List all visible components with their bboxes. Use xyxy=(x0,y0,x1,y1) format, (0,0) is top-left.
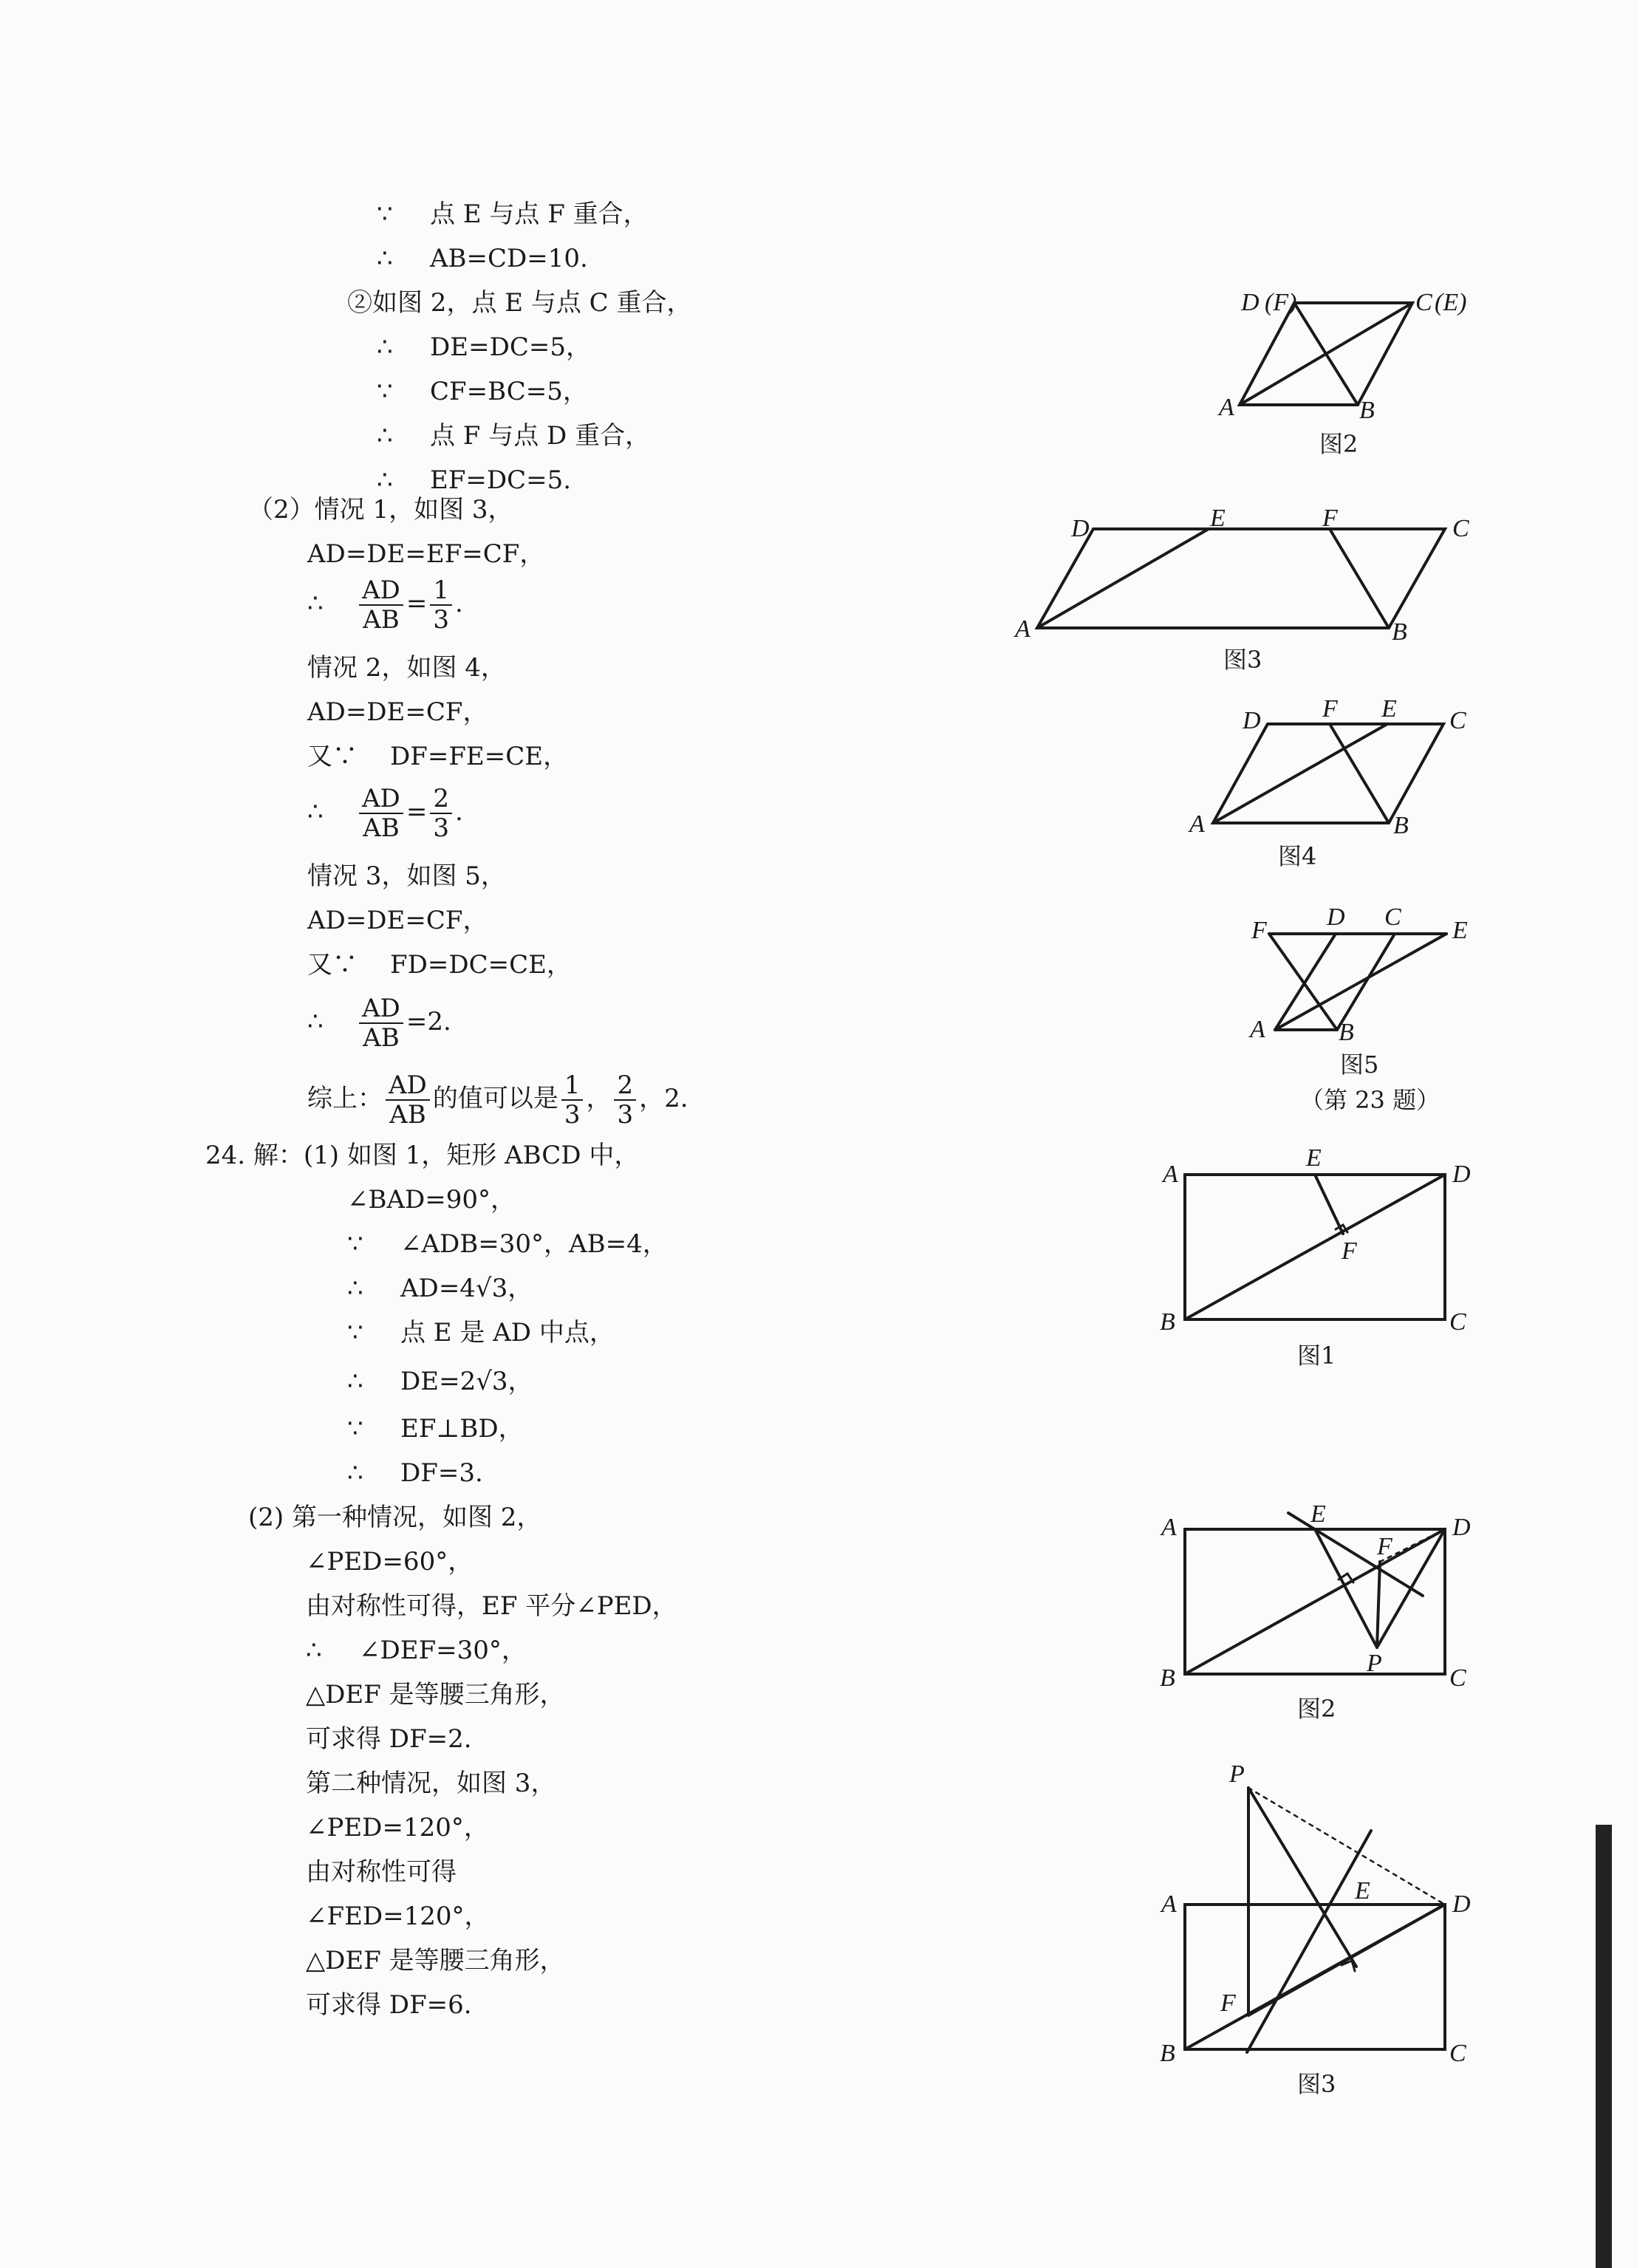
label: C xyxy=(1452,515,1469,542)
fig23-5-lines xyxy=(1269,934,1446,1030)
line: ②如图 2，点 E 与点 C 重合， xyxy=(347,288,692,318)
label: D xyxy=(1327,904,1345,931)
label: F xyxy=(1251,917,1267,944)
label: F xyxy=(1322,695,1338,723)
caption: 图1 xyxy=(1297,1342,1336,1370)
label: E xyxy=(1355,1877,1370,1905)
label: C xyxy=(1449,707,1466,734)
line: ∴ DE=2√3， xyxy=(347,1367,533,1396)
label: A xyxy=(1250,1016,1265,1043)
line: 情况 2，如图 4， xyxy=(307,653,506,683)
fraction: $\frac{AD}{AB}$ xyxy=(359,994,403,1052)
label: A xyxy=(1163,1161,1178,1188)
label: A xyxy=(1219,394,1234,421)
line: 又∵ FD=DC=CE， xyxy=(307,950,572,980)
fraction: $\frac{2}{3}$ xyxy=(614,1071,636,1129)
line: ∴ DE=DC=5， xyxy=(377,332,591,362)
line: ∵ ∠ADB=30°，AB=4， xyxy=(347,1229,668,1259)
label: E xyxy=(1310,1500,1326,1528)
line: AD=DE=EF=CF， xyxy=(307,539,545,569)
label: F xyxy=(1220,1989,1236,2017)
fraction: $\frac{2}{3}$ xyxy=(430,785,452,842)
fig23-2-lines xyxy=(1240,303,1412,405)
line: 由对称性可得，EF 平分∠PED， xyxy=(306,1591,677,1621)
line: 24. 解：(1) 如图 1，矩形 ABCD 中， xyxy=(205,1141,640,1170)
fig24-2-lines xyxy=(1185,1513,1445,1674)
line: ∠PED=60°， xyxy=(306,1547,474,1577)
label: C xyxy=(1449,1308,1466,1336)
line: △DEF 是等腰三角形， xyxy=(306,1680,565,1709)
line: 可求得 DF=6. xyxy=(306,1990,472,2020)
label: B xyxy=(1393,812,1409,839)
label: F xyxy=(1342,1237,1357,1265)
label: F xyxy=(1377,1533,1392,1560)
label: D xyxy=(1243,707,1261,734)
label: A xyxy=(1161,1890,1177,1918)
line: AD=DE=CF， xyxy=(307,906,488,935)
label: A xyxy=(1161,1514,1177,1541)
label: D xyxy=(1241,289,1260,316)
label: B xyxy=(1392,618,1407,646)
caption: 图5 xyxy=(1340,1051,1379,1079)
line: ∵ 点 E 是 AD 中点， xyxy=(347,1318,615,1348)
fraction-line: ∴ $\frac{AD}{AB}$ = $\frac{2}{3}$ . xyxy=(307,784,463,843)
label: E xyxy=(1381,695,1397,723)
line: ∠PED=120°， xyxy=(306,1813,489,1842)
label: B xyxy=(1359,397,1375,424)
caption: 图2 xyxy=(1319,430,1359,458)
label: P xyxy=(1229,1760,1245,1788)
line: ∴ AB=CD=10. xyxy=(377,244,588,273)
line: ∴ 点 F 与点 D 重合， xyxy=(377,421,651,451)
line: 情况 3，如图 5， xyxy=(307,861,506,891)
line: 又∵ DF=FE=CE， xyxy=(307,742,569,771)
label: A xyxy=(1015,615,1031,643)
label: C xyxy=(1384,904,1401,931)
label: D xyxy=(1452,1161,1471,1188)
label: D xyxy=(1452,1890,1471,1918)
fraction: $\frac{1}{3}$ xyxy=(430,576,452,634)
line: ∴ AD=4√3， xyxy=(347,1274,533,1303)
line: AD=DE=CF， xyxy=(307,697,488,727)
label: (F) xyxy=(1265,289,1297,316)
line: ∴ ∠DEF=30°， xyxy=(306,1636,527,1665)
label: E xyxy=(1452,917,1468,944)
label: B xyxy=(1160,1308,1175,1336)
label: B xyxy=(1339,1019,1354,1046)
label: E xyxy=(1210,505,1226,532)
line: 第二种情况，如图 3， xyxy=(306,1769,556,1798)
fraction: $\frac{AD}{AB}$ xyxy=(359,576,403,634)
line: ∴ DF=3. xyxy=(347,1458,483,1488)
line: (2) 第一种情况，如图 2， xyxy=(248,1503,542,1532)
fraction-line: ∴ $\frac{AD}{AB}$ = $\frac{1}{3}$ . xyxy=(307,575,463,635)
line: ∴ EF=DC=5. xyxy=(377,465,572,495)
fraction-line: ∴ $\frac{AD}{AB}$ =2. xyxy=(307,994,451,1053)
label: (E) xyxy=(1435,289,1467,316)
caption: 图3 xyxy=(1297,2070,1336,2098)
fraction: $\frac{1}{3}$ xyxy=(561,1071,584,1129)
caption: 图2 xyxy=(1297,1695,1336,1723)
fraction: $\frac{AD}{AB}$ xyxy=(386,1071,430,1129)
label: P xyxy=(1367,1650,1382,1677)
line: ∵ 点 E 与点 F 重合， xyxy=(377,199,649,229)
label: F xyxy=(1322,505,1338,532)
line: ∵ CF=BC=5， xyxy=(377,377,588,406)
line: 可求得 DF=2. xyxy=(306,1724,472,1754)
label: C xyxy=(1449,2040,1466,2067)
label: C xyxy=(1415,289,1432,316)
caption: 图4 xyxy=(1278,842,1317,870)
caption: 图3 xyxy=(1223,646,1262,674)
fraction: $\frac{AD}{AB}$ xyxy=(359,785,403,842)
line: 由对称性可得 xyxy=(306,1857,457,1887)
label: D xyxy=(1452,1514,1471,1541)
scan-edge-shadow xyxy=(1596,1825,1612,2268)
problem-caption: （第 23 题） xyxy=(1300,1086,1441,1114)
line: ∠FED=120°， xyxy=(306,1902,490,1931)
fig24-1-lines xyxy=(1185,1175,1445,1319)
label: A xyxy=(1189,810,1205,838)
line: （2）情况 1，如图 3， xyxy=(248,495,513,525)
label: D xyxy=(1071,515,1090,542)
line: ∠BAD=90°， xyxy=(347,1185,516,1215)
fig23-3-lines xyxy=(1037,529,1445,628)
line: ∵ EF⊥BD， xyxy=(347,1414,524,1444)
label: B xyxy=(1160,2040,1175,2067)
fig23-4-lines xyxy=(1213,724,1443,823)
fraction-line: 综上： $\frac{AD}{AB}$ 的值可以是 $\frac{1}{3}$ ， $\frac{2}{3}$ ，2. xyxy=(307,1070,688,1130)
label: E xyxy=(1306,1144,1322,1172)
label: B xyxy=(1160,1664,1175,1692)
label: C xyxy=(1449,1664,1466,1692)
line: △DEF 是等腰三角形， xyxy=(306,1946,565,1975)
